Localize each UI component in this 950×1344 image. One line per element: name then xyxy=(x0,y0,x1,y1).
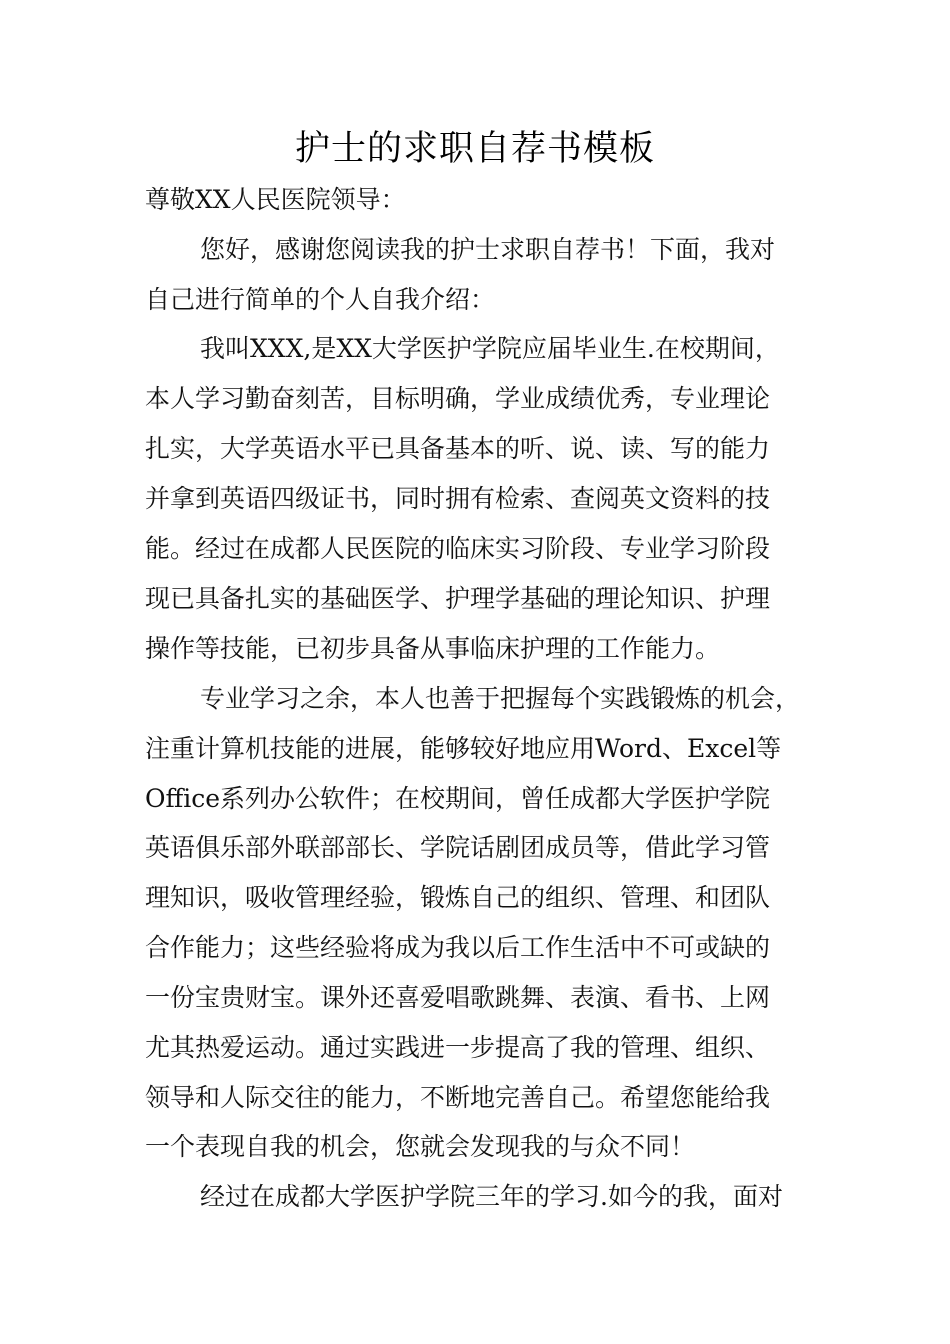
document-title: 护士的求职自荐书模板 xyxy=(294,129,655,169)
salutation-line: 尊敬XX人民医院领导： xyxy=(145,185,406,214)
body-line: 一份宝贵财宝。课外还喜爱唱歌跳舞、表演、看书、上网 xyxy=(145,983,771,1012)
body-line: 领导和人际交往的能力，不断地完善自己。希望您能给我 xyxy=(145,1083,771,1112)
body-line: 能。经过在成都人民医院的临床实习阶段、专业学习阶段 xyxy=(145,534,771,563)
body-line: 经过在成都大学医护学院三年的学习.如今的我，面对 xyxy=(200,1182,783,1211)
body-line: 注重计算机技能的进展，能够较好地应用Word、Excel等 xyxy=(145,734,782,763)
body-line: 一个表现自我的机会，您就会发现我的与众不同！ xyxy=(145,1132,696,1161)
body-line: 英语俱乐部外联部部长、学院话剧团成员等，借此学习管 xyxy=(145,833,771,862)
body-line: 尤其热爱运动。通过实践进一步提高了我的管理、组织、 xyxy=(145,1033,771,1062)
body-line: 理知识，吸收管理经验，锻炼自己的组织、管理、和团队 xyxy=(145,883,771,912)
body-line: 我叫XXX,是XX大学医护学院应届毕业生.在校期间， xyxy=(200,334,780,363)
body-line: 本人学习勤奋刻苦，目标明确，学业成绩优秀，专业理论 xyxy=(145,384,771,413)
body-line: 您好，感谢您阅读我的护士求职自荐书！下面，我对 xyxy=(200,235,776,264)
body-line: 自己进行简单的个人自我介绍： xyxy=(145,285,496,314)
body-line: 合作能力；这些经验将成为我以后工作生活中不可或缺的 xyxy=(145,933,771,962)
body-line: 现已具备扎实的基础医学、护理学基础的理论知识、护理 xyxy=(145,584,771,613)
body-line: 专业学习之余，本人也善于把握每个实践锻炼的机会， xyxy=(200,684,801,713)
body-line: 并拿到英语四级证书，同时拥有检索、查阅英文资料的技 xyxy=(145,484,771,513)
body-line: 操作等技能，已初步具备从事临床护理的工作能力。 xyxy=(145,634,721,663)
body-line: 扎实，大学英语水平已具备基本的听、说、读、写的能力 xyxy=(145,434,771,463)
body-line: Office系列办公软件；在校期间，曾任成都大学医护学院 xyxy=(145,784,771,813)
